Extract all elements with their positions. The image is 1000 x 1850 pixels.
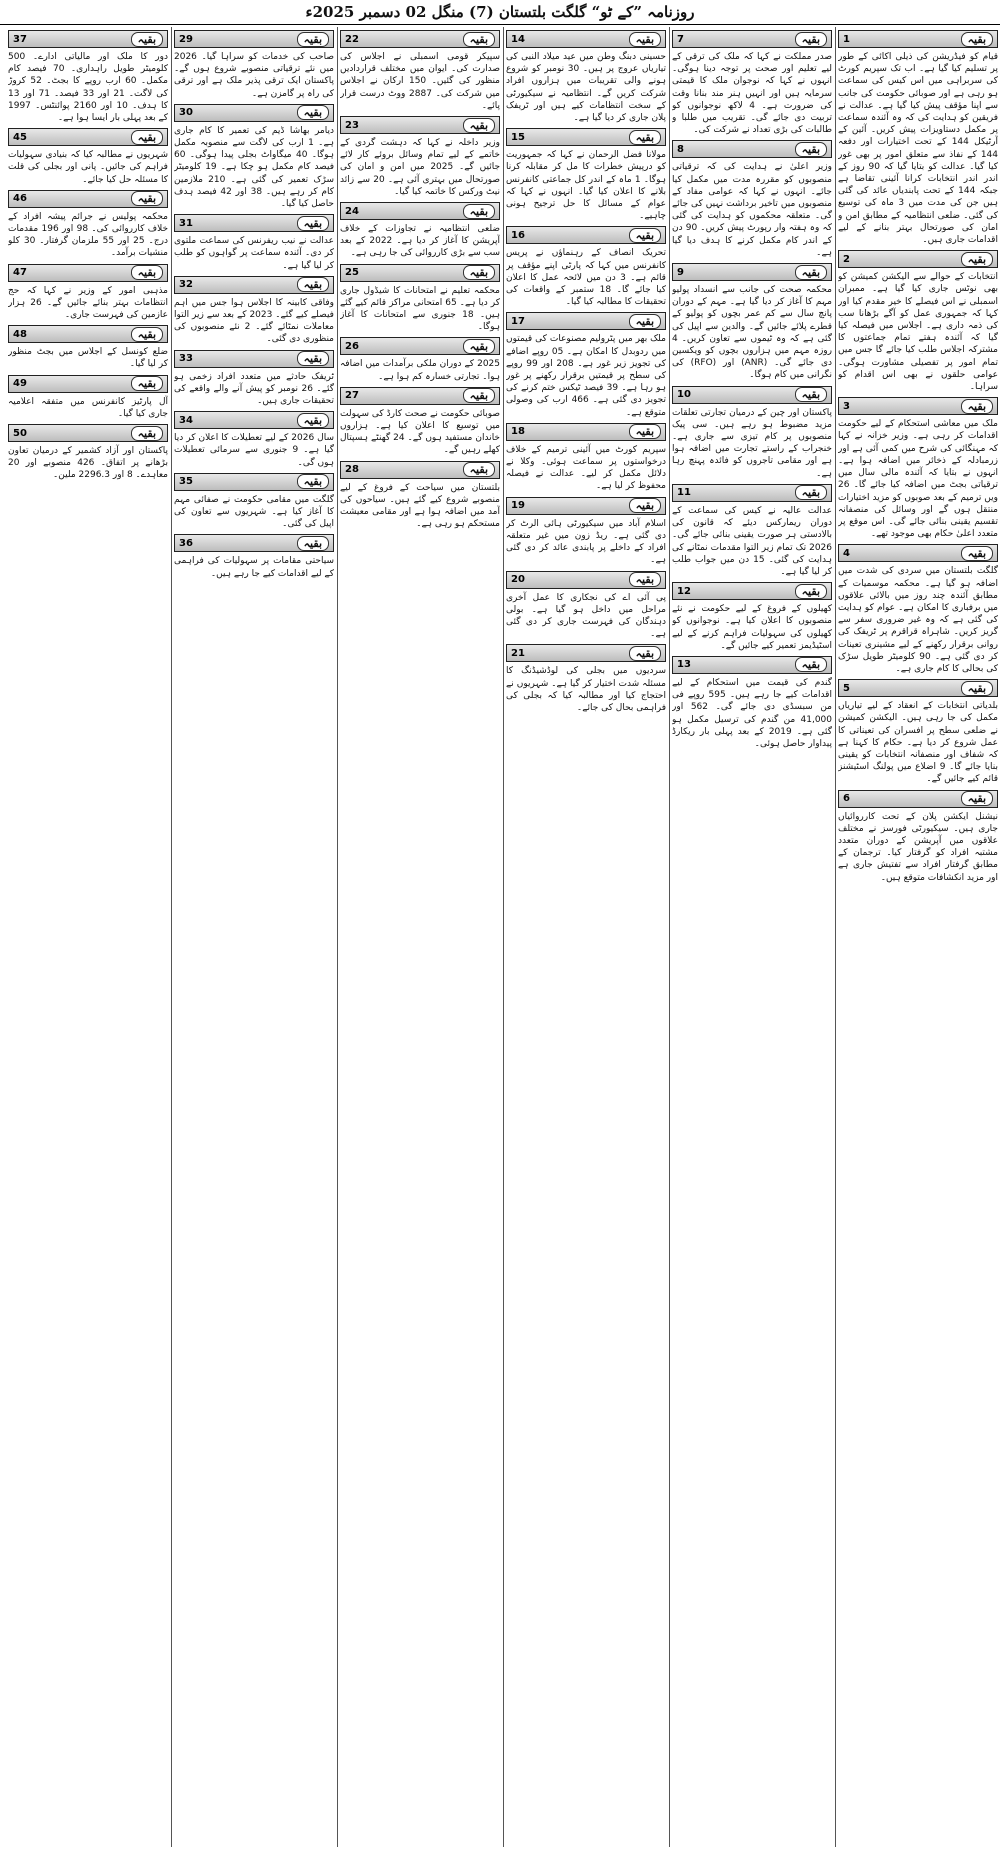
article-text: سردیوں میں بجلی کی لوڈشیڈنگ کا مسئلہ شدت اختیار کر گیا ہے۔ شہریوں نے احتجاج کیا اور مطالبہ کیا کہ بجلی کی فراہمی بحال کی جائے۔ <box>506 666 666 713</box>
article-text: بلدیاتی انتخابات کے انعقاد کے لیے تیاریاں مکمل کی جا رہی ہیں۔ الیکشن کمیشن نے ضلعی سطح پر افسران کی تعیناتی کا عمل شروع کر دیا ہے۔ حکام کا کہنا ہے کہ شفاف اور منصفانہ انتخابات کو یقینی بنایا جائے گا۔ 9 اضلاع میں پولنگ اسٹیشنز قائم کیے جائیں گے۔ <box>838 701 998 785</box>
continuation-tag <box>8 30 168 48</box>
column-divider <box>171 27 172 1847</box>
article-text: صاحب کی خدمات کو سراہا گیا۔ 2026 میں نئے ترقیاتی منصوبے شروع ہوں گے۔ پاکستان ایک ترقی پذیر ملک ہے اور ترقی کی راہ پر گامزن ہے۔ <box>174 52 334 99</box>
continuation-item <box>8 424 168 482</box>
news-column <box>174 27 334 1847</box>
article-text: تحریک انصاف کے رہنماؤں نے پریس کانفرنس میں کہا کہ پارٹی اپنے مؤقف پر قائم ہے۔ 3 دن میں لائحہ عمل کا اعلان کیا جائے گا۔ 18 ستمبر کے واقعات کی تحقیقات کا مطالبہ کیا گیا۔ <box>506 248 666 308</box>
continuation-label: بقیہ <box>463 339 495 354</box>
continuation-number: 34 <box>179 414 193 426</box>
continuation-item <box>340 387 500 457</box>
continuation-label: بقیہ <box>297 474 329 489</box>
article-text: گندم کی قیمت میں استحکام کے لیے اقدامات کیے جا رہے ہیں۔ 595 روپے فی من سبسڈی دی جائے گی۔ 562 اور 41,000 من گندم کی ترسیل مکمل ہو گئی ہے۔ 2019 کے بعد پہلی بار ریکارڈ پیداوار حاصل ہوئی۔ <box>672 677 832 749</box>
article-text: آل پارٹیز کانفرنس میں متفقہ اعلامیہ جاری کیا گیا۔ <box>8 396 168 419</box>
continuation-number: 49 <box>13 378 27 390</box>
article-text: 2025 کے دوران ملکی برآمدات میں اضافہ ہوا۔ تجارتی خسارہ کم ہوا ہے۔ <box>340 359 500 382</box>
continuation-item <box>672 30 832 136</box>
continuation-number: 16 <box>511 229 525 241</box>
continuation-label: بقیہ <box>961 791 993 806</box>
continuation-item <box>340 264 500 334</box>
continuation-label: بقیہ <box>297 105 329 120</box>
article-text: پاکستان اور آزاد کشمیر کے درمیان تعاون بڑھانے پر اتفاق۔ 426 منصوبے اور 20 معاہدے۔ 8 اور 2296.3 ملین۔ <box>8 446 168 481</box>
continuation-number: 48 <box>13 328 27 340</box>
article-text: ملک بھر میں پٹرولیم مصنوعات کی قیمتوں میں ردوبدل کا امکان ہے۔ 05 روپے اضافے کی تجویز زیر غور ہے۔ 208 اور 99 روپے کی سطح پر قیمتیں برقرار رکھنے پر غور ہو رہا ہے۔ 39 فیصد ٹیکس ختم کرنے کی تجویز دی گئی ہے۔ 466 ارب کی وصولی متوقع ہے۔ <box>506 334 666 418</box>
continuation-tag <box>340 264 500 282</box>
article-text: اسلام آباد میں سیکیورٹی ہائی الرٹ کر دی گئی ہے۔ ریڈ زون میں غیر متعلقہ افراد کے داخلے پر پابندی عائد کر دی گئی ہے۔ <box>506 518 666 566</box>
continuation-number: 28 <box>345 464 359 476</box>
continuation-tag <box>340 387 500 405</box>
continuation-number: 11 <box>677 487 691 499</box>
continuation-item <box>174 473 334 531</box>
continuation-label: بقیہ <box>629 314 661 329</box>
masthead-strip <box>0 0 1000 25</box>
continuation-item <box>506 423 666 493</box>
continuation-item <box>340 337 500 382</box>
continuation-tag <box>506 30 666 48</box>
continuation-label: بقیہ <box>463 265 495 280</box>
continuation-number: 36 <box>179 537 193 549</box>
column-divider <box>669 27 670 1847</box>
continuation-tag <box>672 656 832 674</box>
news-column <box>672 27 832 1847</box>
continuation-item <box>672 484 832 578</box>
continuation-number: 29 <box>179 33 193 45</box>
continuation-number: 30 <box>179 107 193 119</box>
news-column <box>506 27 666 1847</box>
continuation-number: 17 <box>511 315 525 327</box>
continuation-number: 14 <box>511 33 525 45</box>
continuation-label: بقیہ <box>629 572 661 587</box>
news-column <box>8 27 168 1847</box>
article-text: بلتستان میں سیاحت کے فروغ کے لیے منصوبے شروع کیے گئے ہیں۔ سیاحوں کی آمد میں اضافہ ہوا ہے اور مقامی معیشت مستحکم ہو رہی ہے۔ <box>340 482 500 530</box>
continuation-item <box>838 790 998 884</box>
continuation-item <box>8 190 168 260</box>
continuation-tag <box>174 30 334 48</box>
article-text: پاکستان اور چین کے درمیان تجارتی تعلقات مزید مضبوط ہو رہے ہیں۔ سی پیک منصوبوں پر کام تیزی سے جاری ہے۔ خنجراب کے راستے تجارت میں اضافہ ہوا ہے اور مقامی تاجروں کو فائدہ پہنچ رہا ہے۔ <box>672 407 832 479</box>
continuation-label: بقیہ <box>795 485 827 500</box>
column-divider <box>503 27 504 1847</box>
article-text: محکمہ پولیس نے جرائم پیشہ افراد کے خلاف کارروائی کی۔ 98 اور 196 مقدمات درج۔ 25 اور 55 ملزمان گرفتار۔ 30 کلو منشیات برآمد۔ <box>8 211 168 259</box>
continuation-label: بقیہ <box>795 657 827 672</box>
continuation-item <box>506 571 666 641</box>
continuation-label: بقیہ <box>131 32 163 47</box>
continuation-number: 32 <box>179 279 193 291</box>
continuation-number: 5 <box>843 682 850 694</box>
continuation-item <box>174 350 334 408</box>
article-text: دور کا ملک اور مالیاتی ادارے۔ 500 کلومیٹر طویل راہداری۔ 70 فیصد کام مکمل۔ 60 ارب روپے کا بجٹ۔ 52 کروڑ کی لاگت۔ 21 اور 33 فیصد۔ 71 اور 13 کا ہدف۔ 10 اور 2160 پوائنٹس۔ 1997 کے بعد پہلی بار ایسا ہوا ہے۔ <box>8 52 168 124</box>
article-text: صوبائی حکومت نے صحت کارڈ کی سہولت میں توسیع کا اعلان کیا ہے۔ ہزاروں خاندان مستفید ہوں گے۔ 24 گھنٹے ہسپتال کھلے رہیں گے۔ <box>340 408 500 456</box>
news-column <box>340 27 500 1847</box>
article-text: مولانا فضل الرحمان نے کہا کہ جمہوریت کو درپیش خطرات کا مل کر مقابلہ کرنا ہوگا۔ 1 ماہ کے اندر کل جماعتی کانفرنس بلانے کا اعلان کیا گیا۔ انہوں نے کہا کہ عوام کے مسائل کا حل ترجیح ہونی چاہیے۔ <box>506 150 666 222</box>
continuation-item <box>506 644 666 714</box>
column-divider <box>835 27 836 1847</box>
continuation-number: 15 <box>511 131 525 143</box>
continuation-number: 6 <box>843 793 850 805</box>
continuation-item <box>672 386 832 480</box>
continuation-number: 13 <box>677 659 691 671</box>
continuation-number: 9 <box>677 266 684 278</box>
continuation-tag <box>506 226 666 244</box>
continuation-label: بقیہ <box>795 387 827 402</box>
continuation-tag <box>506 423 666 441</box>
continuation-tag <box>340 30 500 48</box>
continuation-tag <box>506 644 666 662</box>
continuation-label: بقیہ <box>795 265 827 280</box>
continuation-item <box>672 140 832 259</box>
continuation-item <box>8 264 168 322</box>
continuation-item <box>838 544 998 675</box>
continuation-tag <box>174 473 334 491</box>
continuation-item <box>506 312 666 418</box>
article-text: ضلعی انتظامیہ نے تجاوزات کے خلاف آپریشن کا آغاز کر دیا ہے۔ 2022 کے بعد سب سے بڑی کارروائی کی جا رہی ہے۔ <box>340 224 500 259</box>
continuation-tag <box>838 544 998 562</box>
article-text: محکمہ صحت کی جانب سے انسداد پولیو مہم کا آغاز کر دیا گیا ہے۔ مہم کے دوران پانچ سال سے کم عمر بچوں کو پولیو کے قطرے پلائے جائیں گے۔ والدین سے اپیل کی گئی ہے کہ وہ ٹیموں سے تعاون کریں۔ 4 روزہ مہم میں ہزاروں بچوں کو ویکسین دی جائے گی۔ (ANR) اور (RFO) کی نگرانی میں کام ہوگا۔ <box>672 285 832 381</box>
continuation-item <box>672 263 832 382</box>
continuation-label: بقیہ <box>297 216 329 231</box>
continuation-label: بقیہ <box>961 681 993 696</box>
continuation-tag <box>672 484 832 502</box>
continuation-number: 12 <box>677 585 691 597</box>
continuation-tag <box>838 30 998 48</box>
continuation-number: 45 <box>13 131 27 143</box>
continuation-number: 35 <box>179 476 193 488</box>
continuation-item <box>838 397 998 540</box>
article-text: وفاقی کابینہ کا اجلاس ہوا جس میں اہم فیصلے کیے گئے۔ 2023 کے بعد سے زیر التوا معاملات نمٹائے گئے۔ 2 نئے منصوبوں کی منظوری دی گئی۔ <box>174 297 334 345</box>
continuation-tag <box>506 497 666 515</box>
continuation-label: بقیہ <box>297 413 329 428</box>
continuation-number: 50 <box>13 427 27 439</box>
continuation-number: 21 <box>511 647 525 659</box>
continuation-item <box>672 582 832 652</box>
continuation-number: 23 <box>345 119 359 131</box>
article-text: ملک میں معاشی استحکام کے لیے حکومت اقدامات کر رہی ہے۔ وزیر خزانہ نے کہا کہ مہنگائی کی شرح میں کمی آئی ہے اور زرمبادلہ کے ذخائر میں اضافہ ہوا ہے۔ انہوں نے بتایا کہ آئندہ مالی سال میں ترقیاتی بجٹ میں اضافہ کیا جائے گا۔ 26 ویں ترمیم کے بعد صوبوں کو مزید اختیارات منتقل ہوں گے اور وسائل کی منصفانہ تقسیم یقینی بنائی جائے گی۔ اس موقع پر متعدد اعلیٰ حکام بھی موجود تھے۔ <box>838 419 998 540</box>
continuation-label: بقیہ <box>131 376 163 391</box>
continuation-tag <box>506 312 666 330</box>
continuation-label: بقیہ <box>629 646 661 661</box>
continuation-item <box>174 104 334 210</box>
continuation-label: بقیہ <box>297 32 329 47</box>
article-text: عدالت نے نیب ریفرنس کی سماعت ملتوی کر دی۔ آئندہ سماعت پر گواہوں کو طلب کر لیا گیا ہے۔ <box>174 236 334 271</box>
continuation-item <box>838 679 998 785</box>
article-text: نیشنل ایکشن پلان کے تحت کارروائیاں جاری ہیں۔ سیکیورٹی فورسز نے مختلف علاقوں میں آپریشن کے دوران متعدد مشتبہ افراد کو گرفتار کیا۔ ترجمان کے مطابق گرفتار افراد سے تفتیش جاری ہے اور مزید انکشافات متوقع ہیں۔ <box>838 811 998 883</box>
continuation-label: بقیہ <box>463 32 495 47</box>
continuation-tag <box>174 276 334 294</box>
article-text: گلگت میں مقامی حکومت نے صفائی مہم کا آغاز کیا ہے۔ شہریوں سے تعاون کی اپیل کی گئی۔ <box>174 494 334 530</box>
continuation-number: 7 <box>677 33 684 45</box>
article-text: وزیر داخلہ نے کہا کہ دہشت گردی کے خاتمے کے لیے تمام وسائل بروئے کار لائے جائیں گے۔ 2025 میں امن و امان کی صورتحال میں بہتری آئی ہے۔ 20 سے زائد نیٹ ورکس کا خاتمہ کیا گیا۔ <box>340 138 500 197</box>
continuation-label: بقیہ <box>961 546 993 561</box>
article-text: مذہبی امور کے وزیر نے کہا کہ حج انتظامات بہتر بنائے جائیں گے۔ 26 ہزار عازمین کی فہرست جاری۔ <box>8 285 168 321</box>
continuation-item <box>8 30 168 124</box>
continuation-tag <box>8 190 168 208</box>
continuation-number: 19 <box>511 500 525 512</box>
continuation-tag <box>838 397 998 415</box>
continuation-label: بقیہ <box>629 424 661 439</box>
article-text: دیامر بھاشا ڈیم کی تعمیر کا کام جاری ہے۔ 1 ارب کی لاگت سے منصوبہ مکمل ہوگا۔ 40 میگاواٹ بجلی پیدا ہوگی۔ 60 فیصد کام مکمل ہو چکا ہے۔ 19 کلومیٹر سڑک تعمیر کی گئی ہے۔ 210 ملازمین کام کر رہے ہیں۔ 38 اور 42 فیصد ہدف حاصل کیا گیا۔ <box>174 125 334 210</box>
continuation-number: 8 <box>677 143 684 155</box>
continuation-tag <box>8 424 168 442</box>
continuation-tag <box>174 411 334 429</box>
continuation-number: 47 <box>13 267 27 279</box>
continuation-item <box>8 375 168 420</box>
continuation-tag <box>8 325 168 343</box>
continuation-tag <box>340 337 500 355</box>
article-text: صدر مملکت نے کہا کہ ملک کی ترقی کے لیے تعلیم اور صحت پر توجہ دینا ہوگی۔ انہوں نے کہا کہ نوجوان ملک کا قیمتی سرمایہ ہیں اور انہیں ہنر مند بنانا وقت کی ضرورت ہے۔ 4 لاکھ نوجوانوں کو تربیت دی جائے گی۔ تقریب میں طلبا و طالبات کی بڑی تعداد نے شرکت کی۔ <box>672 52 832 136</box>
continuation-number: 46 <box>13 193 27 205</box>
article-text: محکمہ تعلیم نے امتحانات کا شیڈول جاری کر دیا ہے۔ 65 امتحانی مراکز قائم کیے گئے ہیں۔ 18 جنوری سے امتحانات کا آغاز ہوگا۔ <box>340 285 500 333</box>
continuation-label: بقیہ <box>131 265 163 280</box>
continuation-label: بقیہ <box>297 536 329 551</box>
continuation-label: بقیہ <box>795 32 827 47</box>
continuation-tag <box>838 790 998 808</box>
article-text: وزیر اعلیٰ نے ہدایت کی کہ ترقیاتی منصوبوں کو مقررہ مدت میں مکمل کیا جائے۔ انہوں نے کہا کہ عوامی مفاد کے منصوبوں میں تاخیر برداشت نہیں کی جائے گی۔ متعلقہ محکموں کو ہدایت کی گئی کہ وہ ہفتہ وار رپورٹ پیش کریں۔ 90 دن کے اندر کام مکمل کرنے کا ہدف دیا گیا ہے۔ <box>672 162 832 258</box>
continuation-label: بقیہ <box>629 228 661 243</box>
continuation-item <box>174 30 334 100</box>
continuation-item <box>8 325 168 370</box>
continuation-number: 2 <box>843 253 850 265</box>
article-text: پی آئی اے کی نجکاری کا عمل آخری مراحل میں داخل ہو گیا ہے۔ بولی دہندگان کی فہرست جاری کر دی گئی ہے۔ <box>506 592 666 640</box>
continuation-label: بقیہ <box>463 204 495 219</box>
continuation-tag <box>8 375 168 393</box>
continuation-tag <box>340 116 500 134</box>
continuation-item <box>838 30 998 246</box>
continuation-item <box>506 128 666 222</box>
continuation-label: بقیہ <box>297 351 329 366</box>
continuation-tag <box>672 582 832 600</box>
continuation-label: بقیہ <box>795 584 827 599</box>
continuation-item <box>8 128 168 186</box>
continuation-number: 24 <box>345 205 359 217</box>
continuation-item <box>672 656 832 750</box>
continuation-label: بقیہ <box>629 32 661 47</box>
continuation-number: 37 <box>13 33 27 45</box>
column-divider <box>337 27 338 1847</box>
continuation-number: 3 <box>843 400 850 412</box>
continuation-label: بقیہ <box>463 118 495 133</box>
article-text: ٹریفک حادثے میں متعدد افراد زخمی ہو گئے۔ 26 نومبر کو پیش آنے والے واقعے کی تحقیقات جاری ہیں۔ <box>174 371 334 407</box>
continuation-label: بقیہ <box>131 426 163 441</box>
news-column <box>838 27 998 1847</box>
continuation-tag <box>174 350 334 368</box>
article-text: سیاحتی مقامات پر سہولیات کی فراہمی کے لیے اقدامات کیے جا رہے ہیں۔ <box>174 556 334 579</box>
continuation-tag <box>672 30 832 48</box>
continuation-tag <box>838 250 998 268</box>
continuation-tag <box>838 679 998 697</box>
continuation-item <box>506 30 666 124</box>
continuation-number: 25 <box>345 267 359 279</box>
continuation-tag <box>8 264 168 282</box>
continuation-tag <box>672 263 832 281</box>
article-text: قیام کو فیڈریشن کی ذیلی اکائی کے طور پر تسلیم کیا گیا ہے۔ اب تک سپریم کورٹ کی سربراہی میں اس کیس کی سماعت ہو رہی ہے اور صوبائی حکومت کی جانب سے اپنا مؤقف پیش کیا گیا ہے۔ عدالت نے فریقین کو ہدایت کی کہ وہ آئندہ سماعت پر مکمل دستاویزات پیش کریں۔ آئین کے آرٹیکل 144 کے تحت اختیارات اور دفعہ 144 کے نفاذ سے متعلق امور پر بھی غور کیا گیا۔ عدالت کو بتایا گیا کہ 90 روز کے اندر اندر انتخابات کرانا آئینی تقاضا ہے جبکہ 144 کے تحت پابندیاں عائد کی گئی ہیں جن کی مدت میں 3 ماہ کی توسیع کی گئی۔ ضلعی انتظامیہ کے مطابق امن و امان کی صورتحال بہتر بنانے کے لیے اقدامات جاری ہیں۔ <box>838 52 998 246</box>
continuation-item <box>174 534 334 579</box>
article-text: ضلع کونسل کے اجلاس میں بجٹ منظور کر لیا گیا۔ <box>8 347 168 370</box>
continuation-tag <box>340 461 500 479</box>
newspaper-dateline: روزنامہ ”کے ٹو“ گلگت بلتستان (7) منگل 02 دسمبر 2025ء <box>305 3 695 21</box>
continuation-label: بقیہ <box>961 399 993 414</box>
article-text: سال 2026 کے لیے تعطیلات کا اعلان کر دیا گیا ہے۔ 9 جنوری سے سرمائی تعطیلات ہوں گی۔ <box>174 433 334 468</box>
continuation-tag <box>340 202 500 220</box>
continuation-label: بقیہ <box>463 462 495 477</box>
continuation-tag <box>174 214 334 232</box>
continuation-tag <box>672 386 832 404</box>
continuation-item <box>838 250 998 393</box>
continuation-number: 33 <box>179 353 193 365</box>
continuation-label: بقیہ <box>131 130 163 145</box>
continuation-item <box>340 202 500 260</box>
continuation-number: 4 <box>843 547 850 559</box>
article-text: گلگت بلتستان میں سردی کی شدت میں اضافہ ہو گیا ہے۔ محکمہ موسمیات کے مطابق آئندہ چند روز میں بالائی علاقوں میں برفباری کا امکان ہے۔ عوام کو ہدایت کی گئی ہے کہ وہ غیر ضروری سفر سے گریز کریں۔ شاہراہ قراقرم پر ٹریفک کی روانی برقرار رکھنے کے لیے مشینری تعینات کر دی گئی ہے۔ 90 کلومیٹر طویل سڑک کی بحالی کا کام جاری ہے۔ <box>838 566 998 674</box>
continuation-label: بقیہ <box>297 277 329 292</box>
continuation-number: 20 <box>511 574 525 585</box>
continuation-tag <box>506 128 666 146</box>
continuation-number: 18 <box>511 426 525 438</box>
continuation-tag <box>174 534 334 552</box>
article-text: کھیلوں کے فروغ کے لیے حکومت نے نئے منصوبوں کا اعلان کیا ہے۔ نوجوانوں کو کھیلوں کی سہولیات فراہم کرنے کے لیے اسٹیڈیمز تعمیر کیے جائیں گے۔ <box>672 604 832 651</box>
article-text: شہریوں نے مطالبہ کیا کہ بنیادی سہولیات فراہم کی جائیں۔ پانی اور بجلی کی قلت کا مسئلہ حل کیا جائے۔ <box>8 150 168 185</box>
continuation-number: 1 <box>843 33 850 45</box>
continuation-number: 27 <box>345 390 359 402</box>
continuation-number: 31 <box>179 217 193 229</box>
article-text: حسینی دبنگ وطن میں عید میلاد النبی کی تیاریاں عروج پر ہیں۔ 30 نومبر کو شروع ہونے والی تقریبات میں ہزاروں افراد شرکت کریں گے۔ انتظامیہ نے سیکیورٹی کے سخت انتظامات کیے ہیں اور ٹریفک پلان جاری کر دیا گیا ہے۔ <box>506 52 666 124</box>
continuation-label: بقیہ <box>463 388 495 403</box>
continuation-tag <box>672 140 832 158</box>
continuation-item <box>340 30 500 112</box>
continuation-item <box>174 411 334 469</box>
continuation-number: 22 <box>345 33 359 45</box>
continuation-item <box>340 461 500 531</box>
article-text: سپریم کورٹ میں آئینی ترمیم کے خلاف درخواستوں پر سماعت ہوئی۔ وکلا نے دلائل مکمل کر لیے۔ عدالت نے فیصلہ محفوظ کر لیا ہے۔ <box>506 444 666 492</box>
continuation-tag <box>174 104 334 122</box>
continuation-label: بقیہ <box>961 32 993 47</box>
continuation-number: 10 <box>677 389 691 401</box>
continuation-item <box>174 214 334 272</box>
continuation-item <box>340 116 500 198</box>
continuation-label: بقیہ <box>629 130 661 145</box>
continuation-label: بقیہ <box>629 498 661 513</box>
article-text: سپیکر قومی اسمبلی نے اجلاس کی صدارت کی۔ ایوان میں مختلف قراردادیں منظور کی گئیں۔ 150 ارکان نے اجلاس میں شرکت کی۔ 2887 ووٹ درست قرار پائے۔ <box>340 52 500 111</box>
continuation-item <box>174 276 334 346</box>
article-text: عدالت عالیہ نے کیس کی سماعت کے دوران ریمارکس دیئے کہ قانون کی بالادستی ہر صورت یقینی بنائی جائے گی۔ 2026 تک تمام زیر التوا مقدمات نمٹانے کی ہدایت کی گئی۔ 15 دن میں جواب طلب کر لیا گیا ہے۔ <box>672 505 832 577</box>
continuation-item <box>506 497 666 567</box>
article-text: انتخابات کے حوالے سے الیکشن کمیشن کو بھی نوٹس جاری کیا گیا ہے۔ ممبران اسمبلی نے اس فیصلے کا خیر مقدم کیا اور کہا کہ جمہوری عمل کو آگے بڑھانا سب کی ذمہ داری ہے۔ اجلاس میں فیصلہ کیا گیا کہ آئندہ ہفتے تمام جماعتوں کا مشترکہ اجلاس طلب کیا جائے گا جس میں تمام امور پر تفصیلی مشاورت ہوگی۔ عوامی حلقوں نے بھی اس اقدام کو سراہا۔ <box>838 272 998 393</box>
continuation-tag <box>8 128 168 146</box>
continuation-item <box>506 226 666 308</box>
continuation-label: بقیہ <box>131 327 163 342</box>
continuation-tag <box>506 571 666 589</box>
continuation-label: بقیہ <box>131 191 163 206</box>
continuation-number: 26 <box>345 340 359 352</box>
continuation-label: بقیہ <box>961 252 993 267</box>
continuation-label: بقیہ <box>795 142 827 157</box>
